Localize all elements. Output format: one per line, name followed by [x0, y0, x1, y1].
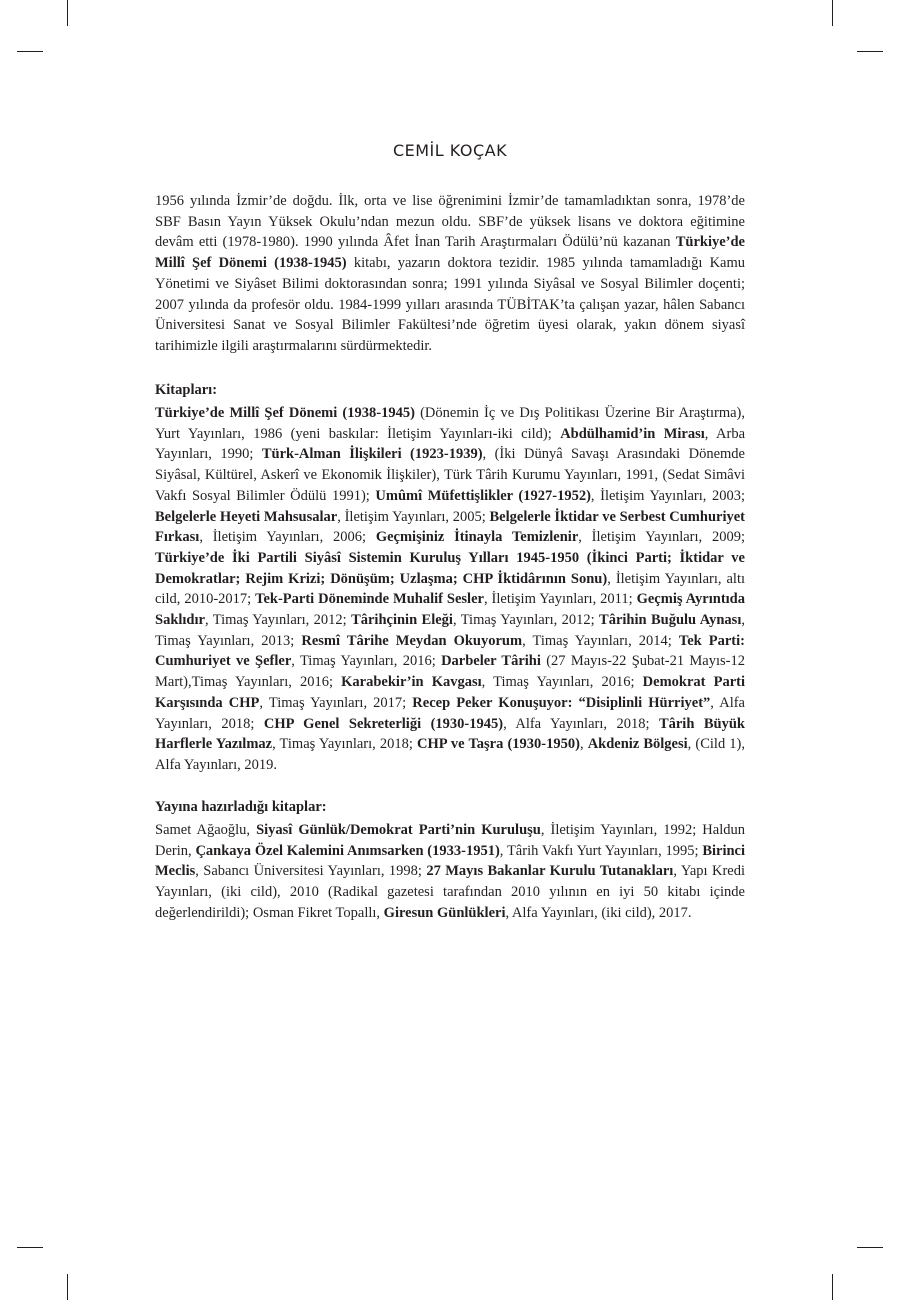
books-paragraph: [155, 403, 745, 776]
book-title: CHP ve Taşra (1930-1950): [417, 736, 580, 753]
text-run: (Dönemin İç ve Dış Politikası Üzerine Bir Araştırma), Yurt Yayınları, 1986 (yeni baskılar: İletişim Yayınları-iki cild);: [155, 405, 745, 442]
book-title: Târihçinin Eleği: [351, 612, 453, 629]
book-title: Belgelerle İktidar ve Serbest Cumhuriyet Fırkası: [155, 508, 745, 546]
book-title: Karabekir’in Kavgası: [341, 674, 482, 691]
text-run: , İletişim Yayınları, 2011;: [483, 591, 637, 608]
crop-mark: [67, 1274, 68, 1300]
book-title: Siyasî Günlük/Demokrat Parti’nin Kuruluşu: [256, 822, 541, 838]
text-run: , İletişim Yayınları, 2009;: [578, 529, 745, 546]
text-run: 1956 yılında İzmir’de doğdu. İlk, orta ve lise öğrenimini İzmir’de tamamladıktan sonra, 1978’de SBF Basın Yayın Yüksek Okulu’ndan mezun oldu. SBF’de yüksek lisans ve doktora eğitimine devâm etti (1978-1980). 1990 yılında Âfet İnan Tarih Araştırmaları Ödülü’nü kazanan: [155, 193, 745, 251]
book-title: Resmî Târihe Meydan Okuyorum: [301, 632, 523, 649]
crop-mark: [17, 1247, 43, 1248]
book-title: Türk-Alman İlişkileri (1923-1939): [261, 446, 483, 463]
text-run: (27 Mayıs-22 Şubat-21 Mayıs-12 Mart),Timaş Yayınları, 2016;: [155, 653, 745, 691]
books-heading: Kitapları:: [155, 382, 218, 398]
prepared-books-paragraph: [155, 820, 745, 924]
book-title: Demokrat Parti Karşısında CHP: [155, 674, 745, 711]
book-title: 27 Mayıs Bakanlar Kurulu Tutanakları: [426, 863, 674, 880]
book-title: Abdülhamid’in Mirası: [560, 425, 705, 442]
author-name: CEMİL KOÇAK: [392, 141, 508, 160]
crop-mark: [832, 0, 833, 26]
text-run: , Târih Vakfı Yurt Yayınları, 1995;: [499, 842, 703, 859]
text-run: , Arba Yayınları, 1990;: [155, 425, 746, 463]
crop-mark: [67, 0, 68, 26]
book-title: Tek-Parti Döneminde Muhalif Sesler: [255, 591, 484, 608]
text-run: , Timaş Yayınları, 2014;: [522, 632, 679, 649]
book-title: Geçmiş Ayrıntıda Saklıdır: [155, 591, 745, 629]
crop-mark: [832, 1274, 833, 1300]
text-run: , Timaş Yayınları, 2016;: [481, 674, 643, 691]
book-title: Umûmî Müfettişlikler (1927-1952): [375, 487, 591, 504]
text-run: Samet Ağaoğlu,: [155, 822, 257, 838]
text-run: , Alfa Yayınları, 2018;: [503, 715, 659, 732]
text-run: , Timaş Yayınları, 2012;: [452, 612, 600, 629]
text-run: , Alfa Yayınları, 2018;: [155, 694, 745, 732]
crop-mark: [17, 51, 43, 52]
book-title: Tek Parti: Cumhuriyet ve Şefler: [155, 632, 745, 670]
text-run: , Yapı Kredi Yayınları, (iki cild), 2010 (Radikal gazetesi tarafından 2010 yılının en iyi 50 kitabı içinde değerlendirildi); Osman Fikret Topallı,: [155, 863, 745, 921]
text-run: , İletişim Yayınları, 2003;: [590, 487, 745, 504]
book-title: Târih Büyük Harflerle Yazılmaz: [155, 715, 745, 753]
text-run: , İletişim Yayınları, 2006;: [199, 529, 376, 546]
book-title: Türkiye’de Millî Şef Dönemi (1938-1945): [155, 405, 415, 421]
text-run: kitabı, yazarın doktora tezidir. 1985 yılında tamamladığı Kamu Yönetimi ve Siyâset Bilimi doktorasından sonra; 1991 yılında Siyâsal ve Sosyal Bilimler doçenti; 2007 yılında da profesör oldu. 1984-1999 yılları arasında TÜBİTAK’ta çalışan yazar, hâlen Sabancı Üniversitesi Sanat ve Sosyal Bilimler Fakültesi’nde öğretim üyesi olarak, yakın dönem siyasî tarihimizle ilgili araştırmalarını sürdürmektedir.: [155, 255, 745, 354]
crop-mark: [857, 1247, 883, 1248]
book-title: CHP Genel Sekreterliği (1930-1945): [263, 715, 504, 732]
text-run: , Sabancı Üniversitesi Yayınları, 1998;: [195, 863, 427, 880]
text-run: , Timaş Yayınları, 2012;: [204, 612, 352, 629]
book-title: Târihin Buğulu Aynası: [599, 612, 742, 629]
prepared-books-heading: Yayına hazırladığı kitaplar:: [155, 799, 327, 815]
text-run: , Timaş Yayınları, 2017;: [259, 694, 413, 711]
text-run: , Timaş Yayınları, 2018;: [272, 736, 418, 753]
book-title: Türkiye’de Millî Şef Dönemi (1938-1945): [155, 234, 745, 272]
text-run: , Timaş Yayınları, 2016;: [291, 653, 442, 670]
book-title: Darbeler Târihi: [441, 653, 541, 670]
text-run: , (İki Dünyâ Savaşı Arasındaki Dönemde Siyâsal, Kültürel, Askerî ve Ekonomik İlişkiler), Türk Târih Kurumu Yayınları, 1991, (Sedat Simâvi Vakfı Sosyal Bilimler Ödülü 1991);: [155, 446, 745, 504]
book-title: Çankaya Özel Kalemini Anımsarken (1933-1951): [195, 842, 500, 859]
text-run: ,: [579, 736, 588, 753]
book-title: Giresun Günlükleri: [383, 904, 506, 921]
text-run: , (Cild 1), Alfa Yayınları, 2019.: [155, 736, 746, 773]
book-title: Geçmişiniz İtinayla Temizlenir: [375, 529, 579, 546]
book-title: Akdeniz Bölgesi: [587, 736, 688, 753]
crop-mark: [857, 51, 883, 52]
text-run: , İletişim Yayınları, 1992; Haldun Derin,: [155, 822, 745, 859]
text-run: , İletişim Yayınları, 2005;: [337, 508, 490, 525]
book-title: Belgelerle Heyeti Mahsusalar: [155, 508, 338, 525]
text-run: , Alfa Yayınları, (iki cild), 2017.: [505, 904, 692, 921]
book-title: Türkiye’de İki Partili Siyâsî Sistemin Kuruluş Yılları 1945-1950 (İkinci Parti; İktidar ve Demokratlar; Rejim Krizi; Dönüşüm; Uzlaşma; CHP İktidârının Sonu): [155, 549, 745, 587]
book-title: Recep Peker Konuşuyor: “Disiplinli Hürriyet”: [412, 694, 711, 711]
text-run: , İletişim Yayınları, altı cild, 2010-2017;: [155, 570, 746, 608]
text-run: , Timaş Yayınları, 2013;: [155, 612, 745, 649]
book-title: Birinci Meclis: [155, 842, 746, 880]
biography-paragraph: [155, 191, 745, 357]
